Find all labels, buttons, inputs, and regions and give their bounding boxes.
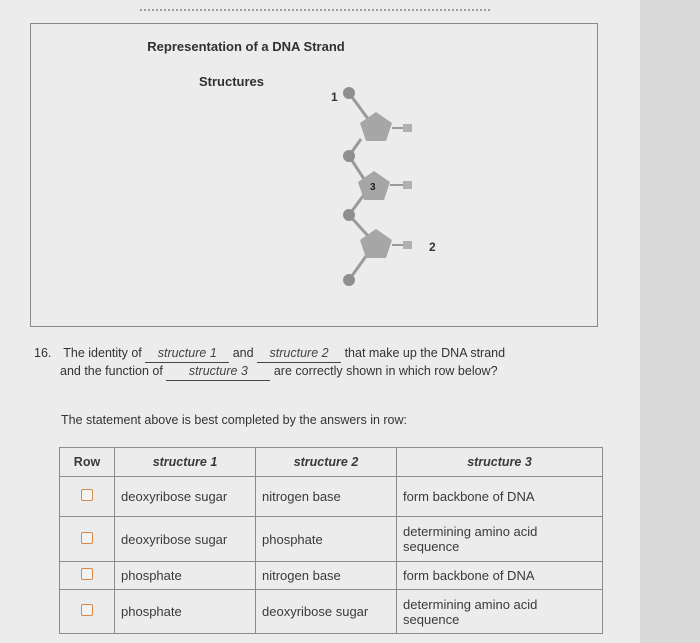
row-select-cell[interactable] [60, 562, 115, 590]
cell-structure-1: phosphate [115, 590, 256, 634]
row-checkbox[interactable] [81, 532, 93, 544]
row-select-cell[interactable] [60, 590, 115, 634]
phosphate-circle [343, 209, 355, 221]
table-row[interactable] [60, 477, 603, 517]
cell-structure-3: determining amino acid sequence [397, 590, 603, 634]
cell-structure-2: deoxyribose sugar [256, 590, 397, 634]
header-structure-2: structure 2 [256, 448, 397, 477]
blank-structure-2: structure 2 [257, 345, 341, 363]
header-row: Row [60, 448, 115, 477]
cell-structure-1: deoxyribose sugar [115, 477, 256, 517]
question-text: that make up the DNA strand [344, 346, 506, 360]
cell-structure-1: deoxyribose sugar [115, 517, 256, 562]
cell-structure-1: phosphate [115, 562, 256, 590]
row-checkbox[interactable] [81, 489, 93, 501]
blank-structure-3: structure 3 [166, 363, 270, 381]
phosphate-circle [343, 150, 355, 162]
question-text: are correctly shown in which row below? [273, 364, 498, 378]
question-text: The identity of [63, 346, 142, 360]
cut-off-text [140, 9, 490, 17]
table-row[interactable] [60, 590, 603, 634]
table-row[interactable] [60, 562, 603, 590]
cell-structure-2: nitrogen base [256, 562, 397, 590]
row-checkbox[interactable] [81, 604, 93, 616]
cell-structure-3: form backbone of DNA [397, 477, 603, 517]
row-select-cell[interactable] [60, 517, 115, 562]
label-2: 2 [429, 240, 436, 254]
question-number: 16. [34, 346, 52, 360]
phosphate-circle [343, 87, 355, 99]
blank-structure-1: structure 1 [145, 345, 229, 363]
header-structure-1: structure 1 [115, 448, 256, 477]
cell-structure-2: nitrogen base [256, 477, 397, 517]
question-16 [34, 345, 614, 381]
cell-structure-2: phosphate [256, 517, 397, 562]
table-row[interactable] [60, 517, 603, 562]
label-3: 3 [370, 182, 376, 193]
instruction-statement: The statement above is best completed by the answers in row: [61, 413, 408, 427]
answer-table [59, 447, 603, 634]
question-text: and the function of [60, 364, 163, 378]
figure-subtitle: Structures [199, 74, 265, 89]
figure-title: Representation of a DNA Strand [147, 39, 345, 54]
label-1: 1 [331, 90, 338, 104]
nitrogen-base [403, 241, 412, 249]
cell-structure-3: form backbone of DNA [397, 562, 603, 590]
row-select-cell[interactable] [60, 477, 115, 517]
cell-structure-3: determining amino acid sequence [397, 517, 603, 562]
row-checkbox[interactable] [81, 568, 93, 580]
nitrogen-base [403, 124, 412, 132]
dna-strand-diagram [31, 24, 597, 326]
dna-figure [30, 23, 598, 327]
table-header-row [60, 448, 603, 477]
phosphate-circle [343, 274, 355, 286]
nitrogen-base [403, 181, 412, 189]
question-text: and [232, 346, 254, 360]
header-structure-3: structure 3 [397, 448, 603, 477]
